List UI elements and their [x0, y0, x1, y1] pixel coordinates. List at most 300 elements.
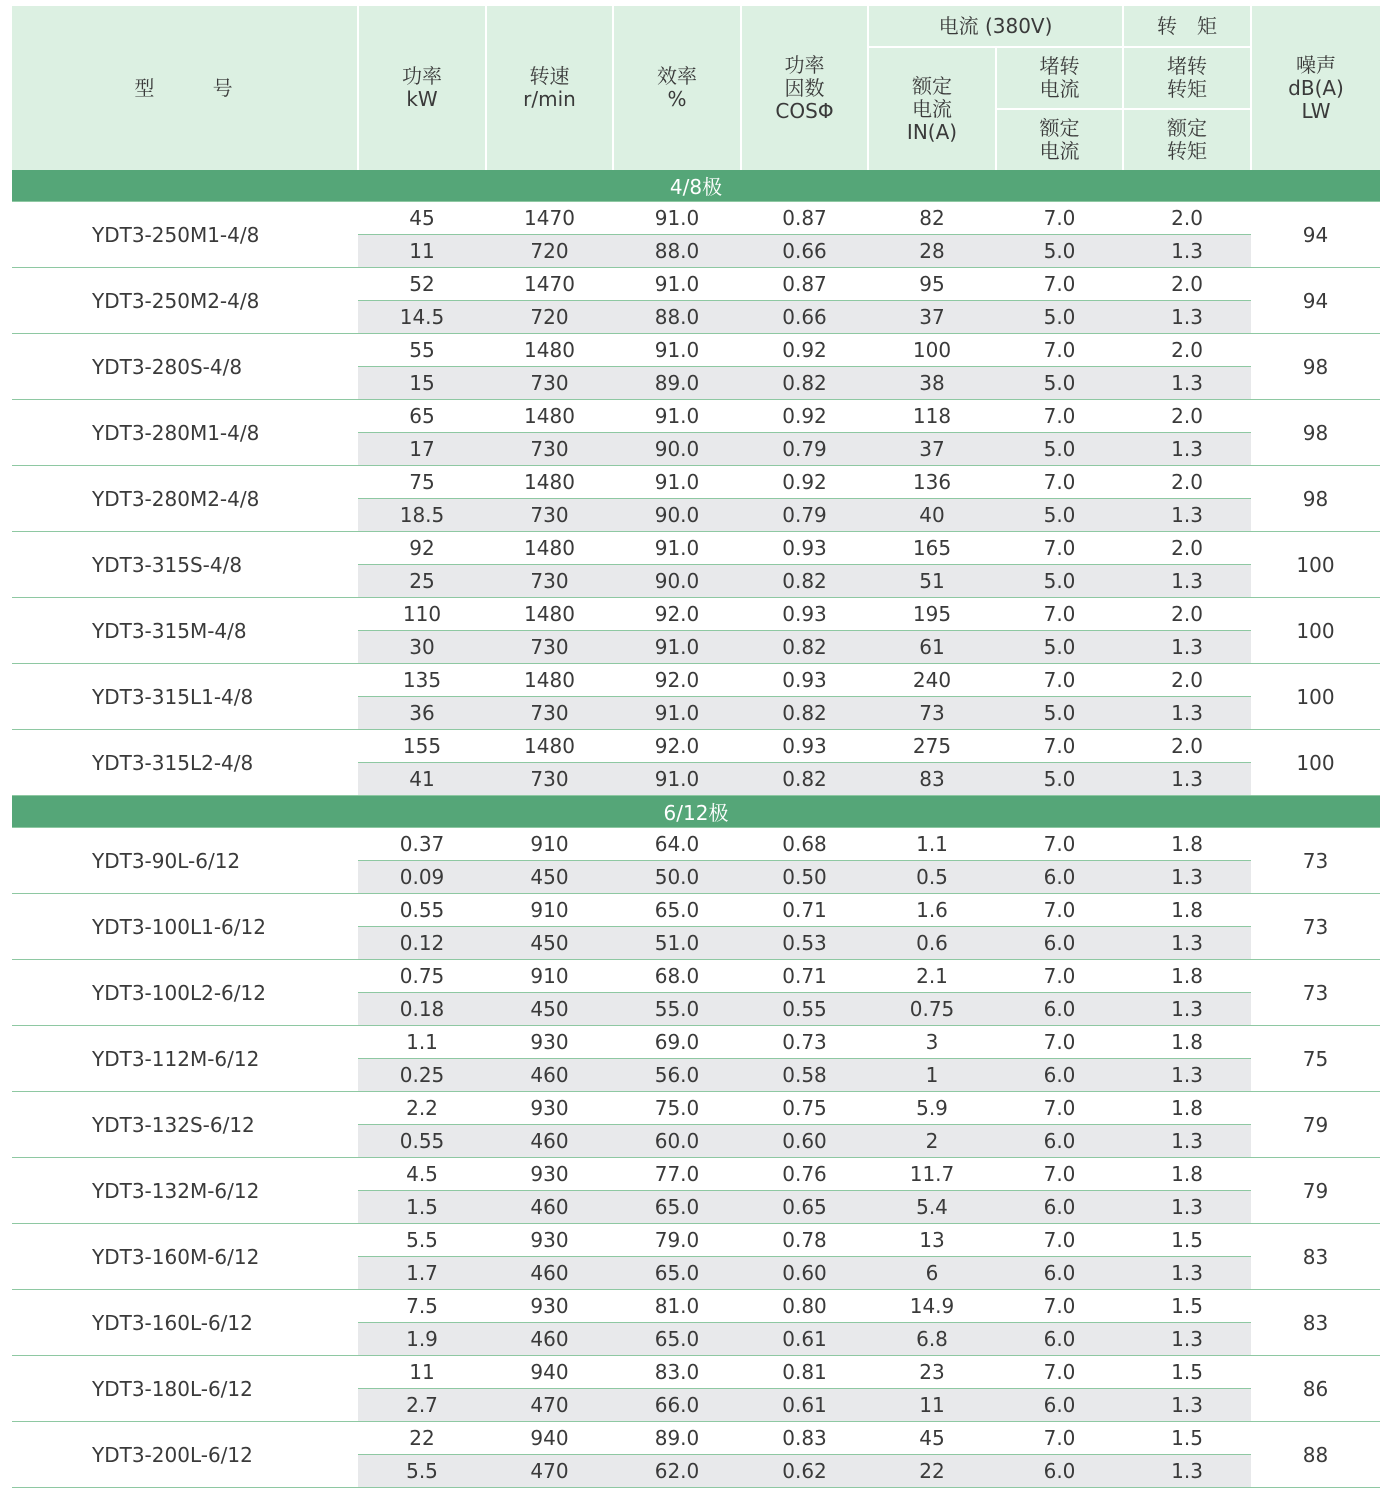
power-cell: 36 — [358, 697, 486, 730]
locked-torque-ratio-cell: 1.3 — [1123, 367, 1251, 400]
section-title: 4/8极 — [12, 170, 1380, 202]
locked-torque-ratio-cell: 1.3 — [1123, 763, 1251, 796]
power-cell: 22 — [358, 1422, 486, 1455]
efficiency-cell: 90.0 — [613, 565, 741, 598]
locked-torque-ratio-cell: 1.3 — [1123, 235, 1251, 268]
speed-cell: 940 — [486, 1356, 613, 1389]
locked-current-ratio-cell: 5.0 — [996, 301, 1123, 334]
locked-current-ratio-cell: 7.0 — [996, 828, 1123, 861]
efficiency-cell: 65.0 — [613, 1191, 741, 1224]
locked-current-ratio-cell: 7.0 — [996, 334, 1123, 367]
rated-current-cell: 240 — [868, 664, 996, 697]
rated-current-cell: 38 — [868, 367, 996, 400]
speed-cell: 470 — [486, 1389, 613, 1422]
model-cell: YDT3-132S-6/12 — [12, 1092, 358, 1158]
locked-current-ratio-cell: 7.0 — [996, 1356, 1123, 1389]
speed-cell: 730 — [486, 433, 613, 466]
rated-current-cell: 1 — [868, 1059, 996, 1092]
table-header — [12, 6, 1380, 170]
power-factor-cell: 0.58 — [741, 1059, 868, 1092]
rated-current-cell: 2 — [868, 1125, 996, 1158]
rated-current-cell: 100 — [868, 334, 996, 367]
locked-torque-ratio-cell: 1.8 — [1123, 960, 1251, 993]
rated-current-cell: 45 — [868, 1422, 996, 1455]
locked-torque-ratio-cell: 1.3 — [1123, 927, 1251, 960]
model-cell: YDT3-160L-6/12 — [12, 1290, 358, 1356]
locked-current-ratio-cell: 7.0 — [996, 1092, 1123, 1125]
model-cell: YDT3-315L2-4/8 — [12, 730, 358, 796]
power-cell: 0.12 — [358, 927, 486, 960]
locked-current-ratio-cell: 6.0 — [996, 1323, 1123, 1356]
noise-cell: 98 — [1251, 334, 1380, 400]
noise-cell: 75 — [1251, 1026, 1380, 1092]
locked-torque-ratio-cell: 1.3 — [1123, 1323, 1251, 1356]
table-body — [12, 170, 1380, 1488]
table-row — [12, 1224, 1380, 1257]
speed-cell: 460 — [486, 1323, 613, 1356]
locked-torque-ratio-cell: 1.3 — [1123, 433, 1251, 466]
noise-cell: 83 — [1251, 1224, 1380, 1290]
speed-cell: 720 — [486, 301, 613, 334]
header-locked-torque: 堵转 转矩 — [1123, 47, 1251, 109]
noise-cell: 86 — [1251, 1356, 1380, 1422]
header-model: 型 号 — [12, 6, 358, 170]
model-cell: YDT3-160M-6/12 — [12, 1224, 358, 1290]
efficiency-cell: 88.0 — [613, 235, 741, 268]
power-cell: 7.5 — [358, 1290, 486, 1323]
locked-current-ratio-cell: 5.0 — [996, 235, 1123, 268]
model-cell: YDT3-112M-6/12 — [12, 1026, 358, 1092]
speed-cell: 450 — [486, 993, 613, 1026]
rated-current-cell: 5.4 — [868, 1191, 996, 1224]
locked-torque-ratio-cell: 1.3 — [1123, 1455, 1251, 1488]
efficiency-cell: 91.0 — [613, 631, 741, 664]
power-cell: 5.5 — [358, 1224, 486, 1257]
efficiency-cell: 90.0 — [613, 433, 741, 466]
locked-current-ratio-cell: 7.0 — [996, 532, 1123, 565]
noise-cell: 79 — [1251, 1158, 1380, 1224]
speed-cell: 730 — [486, 763, 613, 796]
locked-torque-ratio-cell: 2.0 — [1123, 334, 1251, 367]
locked-current-ratio-cell: 7.0 — [996, 1224, 1123, 1257]
efficiency-cell: 89.0 — [613, 367, 741, 400]
rated-current-cell: 2.1 — [868, 960, 996, 993]
locked-torque-ratio-cell: 2.0 — [1123, 268, 1251, 301]
rated-current-cell: 14.9 — [868, 1290, 996, 1323]
locked-torque-ratio-cell: 1.5 — [1123, 1356, 1251, 1389]
model-cell: YDT3-315M-4/8 — [12, 598, 358, 664]
power-cell: 18.5 — [358, 499, 486, 532]
power-cell: 4.5 — [358, 1158, 486, 1191]
efficiency-cell: 91.0 — [613, 763, 741, 796]
locked-torque-ratio-cell: 1.3 — [1123, 565, 1251, 598]
table-row — [12, 828, 1380, 861]
speed-cell: 1470 — [486, 268, 613, 301]
power-factor-cell: 0.82 — [741, 631, 868, 664]
power-cell: 92 — [358, 532, 486, 565]
speed-cell: 1480 — [486, 466, 613, 499]
efficiency-cell: 79.0 — [613, 1224, 741, 1257]
power-factor-cell: 0.92 — [741, 466, 868, 499]
header-power: 功率 kW — [358, 6, 486, 170]
power-factor-cell: 0.93 — [741, 532, 868, 565]
power-factor-cell: 0.92 — [741, 400, 868, 433]
rated-current-cell: 165 — [868, 532, 996, 565]
power-factor-cell: 0.68 — [741, 828, 868, 861]
speed-cell: 1470 — [486, 202, 613, 235]
efficiency-cell: 91.0 — [613, 466, 741, 499]
power-cell: 0.55 — [358, 1125, 486, 1158]
locked-current-ratio-cell: 7.0 — [996, 1158, 1123, 1191]
power-factor-cell: 0.83 — [741, 1422, 868, 1455]
model-cell: YDT3-180L-6/12 — [12, 1356, 358, 1422]
rated-current-cell: 40 — [868, 499, 996, 532]
rated-current-cell: 11 — [868, 1389, 996, 1422]
table-row — [12, 202, 1380, 235]
power-cell: 0.09 — [358, 861, 486, 894]
rated-current-cell: 6 — [868, 1257, 996, 1290]
power-cell: 75 — [358, 466, 486, 499]
power-factor-cell: 0.71 — [741, 960, 868, 993]
efficiency-cell: 83.0 — [613, 1356, 741, 1389]
section-row — [12, 796, 1380, 828]
locked-torque-ratio-cell: 1.5 — [1123, 1422, 1251, 1455]
locked-torque-ratio-cell: 1.3 — [1123, 1389, 1251, 1422]
speed-cell: 720 — [486, 235, 613, 268]
efficiency-cell: 88.0 — [613, 301, 741, 334]
locked-torque-ratio-cell: 1.3 — [1123, 1125, 1251, 1158]
power-cell: 1.1 — [358, 1026, 486, 1059]
power-cell: 15 — [358, 367, 486, 400]
rated-current-cell: 195 — [868, 598, 996, 631]
locked-torque-ratio-cell: 1.5 — [1123, 1290, 1251, 1323]
locked-torque-ratio-cell: 2.0 — [1123, 466, 1251, 499]
table-row — [12, 1290, 1380, 1323]
table-row — [12, 1092, 1380, 1125]
table-row — [12, 466, 1380, 499]
speed-cell: 730 — [486, 631, 613, 664]
speed-cell: 460 — [486, 1059, 613, 1092]
power-cell: 25 — [358, 565, 486, 598]
header-efficiency: 效率 % — [613, 6, 741, 170]
table-row — [12, 1158, 1380, 1191]
efficiency-cell: 91.0 — [613, 532, 741, 565]
power-factor-cell: 0.61 — [741, 1323, 868, 1356]
efficiency-cell: 92.0 — [613, 664, 741, 697]
rated-current-cell: 73 — [868, 697, 996, 730]
locked-current-ratio-cell: 7.0 — [996, 268, 1123, 301]
locked-torque-ratio-cell: 1.8 — [1123, 1092, 1251, 1125]
rated-current-cell: 1.1 — [868, 828, 996, 861]
speed-cell: 450 — [486, 927, 613, 960]
power-factor-cell: 0.87 — [741, 202, 868, 235]
power-cell: 11 — [358, 235, 486, 268]
efficiency-cell: 56.0 — [613, 1059, 741, 1092]
rated-current-cell: 82 — [868, 202, 996, 235]
efficiency-cell: 77.0 — [613, 1158, 741, 1191]
efficiency-cell: 91.0 — [613, 202, 741, 235]
power-factor-cell: 0.93 — [741, 598, 868, 631]
rated-current-cell: 37 — [868, 301, 996, 334]
power-factor-cell: 0.78 — [741, 1224, 868, 1257]
speed-cell: 930 — [486, 1026, 613, 1059]
speed-cell: 1480 — [486, 532, 613, 565]
rated-current-cell: 95 — [868, 268, 996, 301]
table-row — [12, 730, 1380, 763]
speed-cell: 930 — [486, 1290, 613, 1323]
speed-cell: 730 — [486, 367, 613, 400]
table-row — [12, 960, 1380, 993]
model-cell: YDT3-315S-4/8 — [12, 532, 358, 598]
efficiency-cell: 91.0 — [613, 697, 741, 730]
locked-current-ratio-cell: 6.0 — [996, 861, 1123, 894]
power-factor-cell: 0.65 — [741, 1191, 868, 1224]
speed-cell: 460 — [486, 1257, 613, 1290]
table-row — [12, 894, 1380, 927]
rated-current-cell: 118 — [868, 400, 996, 433]
noise-cell: 73 — [1251, 894, 1380, 960]
table-row — [12, 1422, 1380, 1455]
efficiency-cell: 51.0 — [613, 927, 741, 960]
power-factor-cell: 0.93 — [741, 664, 868, 697]
header-speed: 转速 r/min — [486, 6, 613, 170]
table-row — [12, 334, 1380, 367]
power-factor-cell: 0.50 — [741, 861, 868, 894]
locked-torque-ratio-cell: 2.0 — [1123, 202, 1251, 235]
rated-current-cell: 0.5 — [868, 861, 996, 894]
power-cell: 1.9 — [358, 1323, 486, 1356]
power-cell: 135 — [358, 664, 486, 697]
locked-torque-ratio-cell: 1.3 — [1123, 301, 1251, 334]
power-cell: 2.7 — [358, 1389, 486, 1422]
locked-current-ratio-cell: 5.0 — [996, 763, 1123, 796]
locked-current-ratio-cell: 6.0 — [996, 993, 1123, 1026]
efficiency-cell: 64.0 — [613, 828, 741, 861]
power-cell: 0.55 — [358, 894, 486, 927]
speed-cell: 930 — [486, 1092, 613, 1125]
locked-current-ratio-cell: 7.0 — [996, 1026, 1123, 1059]
power-cell: 55 — [358, 334, 486, 367]
efficiency-cell: 62.0 — [613, 1455, 741, 1488]
locked-torque-ratio-cell: 1.8 — [1123, 828, 1251, 861]
header-current-group: 电流 (380V) — [868, 6, 1123, 47]
power-cell: 155 — [358, 730, 486, 763]
locked-current-ratio-cell: 7.0 — [996, 1290, 1123, 1323]
locked-torque-ratio-cell: 1.3 — [1123, 1059, 1251, 1092]
locked-current-ratio-cell: 6.0 — [996, 1125, 1123, 1158]
header-locked-current: 堵转 电流 — [996, 47, 1123, 109]
power-cell: 0.25 — [358, 1059, 486, 1092]
locked-torque-ratio-cell: 1.5 — [1123, 1224, 1251, 1257]
rated-current-cell: 61 — [868, 631, 996, 664]
rated-current-cell: 5.9 — [868, 1092, 996, 1125]
speed-cell: 730 — [486, 565, 613, 598]
locked-torque-ratio-cell: 2.0 — [1123, 532, 1251, 565]
power-factor-cell: 0.79 — [741, 499, 868, 532]
header-torque-group: 转 矩 — [1123, 6, 1251, 47]
model-cell: YDT3-90L-6/12 — [12, 828, 358, 894]
model-cell: YDT3-100L1-6/12 — [12, 894, 358, 960]
speed-cell: 910 — [486, 960, 613, 993]
speed-cell: 1480 — [486, 730, 613, 763]
noise-cell: 94 — [1251, 268, 1380, 334]
speed-cell: 1480 — [486, 334, 613, 367]
speed-cell: 450 — [486, 861, 613, 894]
noise-cell: 98 — [1251, 400, 1380, 466]
power-factor-cell: 0.73 — [741, 1026, 868, 1059]
model-cell: YDT3-315L1-4/8 — [12, 664, 358, 730]
efficiency-cell: 68.0 — [613, 960, 741, 993]
power-factor-cell: 0.66 — [741, 235, 868, 268]
rated-current-cell: 11.7 — [868, 1158, 996, 1191]
locked-torque-ratio-cell: 1.3 — [1123, 1191, 1251, 1224]
rated-current-cell: 83 — [868, 763, 996, 796]
locked-current-ratio-cell: 6.0 — [996, 1455, 1123, 1488]
table-row — [12, 268, 1380, 301]
power-factor-cell: 0.82 — [741, 367, 868, 400]
power-factor-cell: 0.93 — [741, 730, 868, 763]
noise-cell: 100 — [1251, 664, 1380, 730]
locked-torque-ratio-cell: 2.0 — [1123, 598, 1251, 631]
power-cell: 1.7 — [358, 1257, 486, 1290]
locked-torque-ratio-cell: 1.3 — [1123, 499, 1251, 532]
power-factor-cell: 0.55 — [741, 993, 868, 1026]
locked-current-ratio-cell: 6.0 — [996, 1257, 1123, 1290]
model-cell: YDT3-132M-6/12 — [12, 1158, 358, 1224]
efficiency-cell: 81.0 — [613, 1290, 741, 1323]
table-row — [12, 1356, 1380, 1389]
efficiency-cell: 60.0 — [613, 1125, 741, 1158]
model-cell: YDT3-280M2-4/8 — [12, 466, 358, 532]
model-cell: YDT3-100L2-6/12 — [12, 960, 358, 1026]
power-factor-cell: 0.92 — [741, 334, 868, 367]
spec-table — [12, 6, 1380, 1488]
locked-current-ratio-cell: 5.0 — [996, 565, 1123, 598]
efficiency-cell: 91.0 — [613, 334, 741, 367]
header-noise: 噪声 dB(A) LW — [1251, 6, 1380, 170]
power-factor-cell: 0.79 — [741, 433, 868, 466]
power-factor-cell: 0.87 — [741, 268, 868, 301]
power-cell: 52 — [358, 268, 486, 301]
rated-current-cell: 0.6 — [868, 927, 996, 960]
speed-cell: 460 — [486, 1125, 613, 1158]
power-factor-cell: 0.62 — [741, 1455, 868, 1488]
speed-cell: 930 — [486, 1224, 613, 1257]
speed-cell: 1480 — [486, 664, 613, 697]
rated-current-cell: 37 — [868, 433, 996, 466]
power-factor-cell: 0.71 — [741, 894, 868, 927]
power-factor-cell: 0.82 — [741, 763, 868, 796]
noise-cell: 94 — [1251, 202, 1380, 268]
rated-current-cell: 28 — [868, 235, 996, 268]
power-cell: 5.5 — [358, 1455, 486, 1488]
efficiency-cell: 92.0 — [613, 598, 741, 631]
locked-torque-ratio-cell: 1.3 — [1123, 861, 1251, 894]
locked-current-ratio-cell: 5.0 — [996, 367, 1123, 400]
power-cell: 0.37 — [358, 828, 486, 861]
locked-current-ratio-cell: 7.0 — [996, 466, 1123, 499]
rated-current-cell: 13 — [868, 1224, 996, 1257]
locked-current-ratio-cell: 7.0 — [996, 730, 1123, 763]
power-cell: 2.2 — [358, 1092, 486, 1125]
noise-cell: 83 — [1251, 1290, 1380, 1356]
efficiency-cell: 89.0 — [613, 1422, 741, 1455]
model-cell: YDT3-200L-6/12 — [12, 1422, 358, 1488]
efficiency-cell: 66.0 — [613, 1389, 741, 1422]
speed-cell: 730 — [486, 697, 613, 730]
power-factor-cell: 0.80 — [741, 1290, 868, 1323]
power-factor-cell: 0.60 — [741, 1125, 868, 1158]
noise-cell: 98 — [1251, 466, 1380, 532]
rated-current-cell: 0.75 — [868, 993, 996, 1026]
rated-current-cell: 3 — [868, 1026, 996, 1059]
locked-torque-ratio-cell: 1.3 — [1123, 993, 1251, 1026]
efficiency-cell: 91.0 — [613, 268, 741, 301]
model-cell: YDT3-280M1-4/8 — [12, 400, 358, 466]
locked-current-ratio-cell: 5.0 — [996, 499, 1123, 532]
header-power-factor: 功率 因数 COSΦ — [741, 6, 868, 170]
header-rated-torque: 额定 转矩 — [1123, 109, 1251, 170]
efficiency-cell: 55.0 — [613, 993, 741, 1026]
rated-current-cell: 1.6 — [868, 894, 996, 927]
power-factor-cell: 0.82 — [741, 565, 868, 598]
efficiency-cell: 65.0 — [613, 1323, 741, 1356]
efficiency-cell: 65.0 — [613, 894, 741, 927]
locked-current-ratio-cell: 7.0 — [996, 664, 1123, 697]
table-row — [12, 532, 1380, 565]
noise-cell: 88 — [1251, 1422, 1380, 1488]
locked-current-ratio-cell: 5.0 — [996, 631, 1123, 664]
power-cell: 0.75 — [358, 960, 486, 993]
locked-torque-ratio-cell: 2.0 — [1123, 400, 1251, 433]
power-cell: 41 — [358, 763, 486, 796]
locked-current-ratio-cell: 6.0 — [996, 1059, 1123, 1092]
speed-cell: 1480 — [486, 400, 613, 433]
speed-cell: 930 — [486, 1158, 613, 1191]
table-row — [12, 1026, 1380, 1059]
speed-cell: 1480 — [486, 598, 613, 631]
table-row — [12, 598, 1380, 631]
header-rated-current: 额定 电流 IN(A) — [868, 47, 996, 170]
noise-cell: 79 — [1251, 1092, 1380, 1158]
efficiency-cell: 90.0 — [613, 499, 741, 532]
noise-cell: 73 — [1251, 828, 1380, 894]
efficiency-cell: 91.0 — [613, 400, 741, 433]
locked-torque-ratio-cell: 1.3 — [1123, 1257, 1251, 1290]
locked-current-ratio-cell: 7.0 — [996, 400, 1123, 433]
locked-current-ratio-cell: 7.0 — [996, 598, 1123, 631]
power-factor-cell: 0.53 — [741, 927, 868, 960]
power-cell: 45 — [358, 202, 486, 235]
rated-current-cell: 275 — [868, 730, 996, 763]
locked-torque-ratio-cell: 1.8 — [1123, 1026, 1251, 1059]
model-cell: YDT3-250M2-4/8 — [12, 268, 358, 334]
power-cell: 0.18 — [358, 993, 486, 1026]
locked-torque-ratio-cell: 1.8 — [1123, 1158, 1251, 1191]
power-factor-cell: 0.81 — [741, 1356, 868, 1389]
locked-current-ratio-cell: 5.0 — [996, 697, 1123, 730]
efficiency-cell: 75.0 — [613, 1092, 741, 1125]
efficiency-cell: 92.0 — [613, 730, 741, 763]
speed-cell: 470 — [486, 1455, 613, 1488]
table-row — [12, 400, 1380, 433]
power-cell: 1.5 — [358, 1191, 486, 1224]
power-cell: 110 — [358, 598, 486, 631]
locked-torque-ratio-cell: 1.3 — [1123, 631, 1251, 664]
speed-cell: 730 — [486, 499, 613, 532]
speed-cell: 460 — [486, 1191, 613, 1224]
table-row — [12, 664, 1380, 697]
